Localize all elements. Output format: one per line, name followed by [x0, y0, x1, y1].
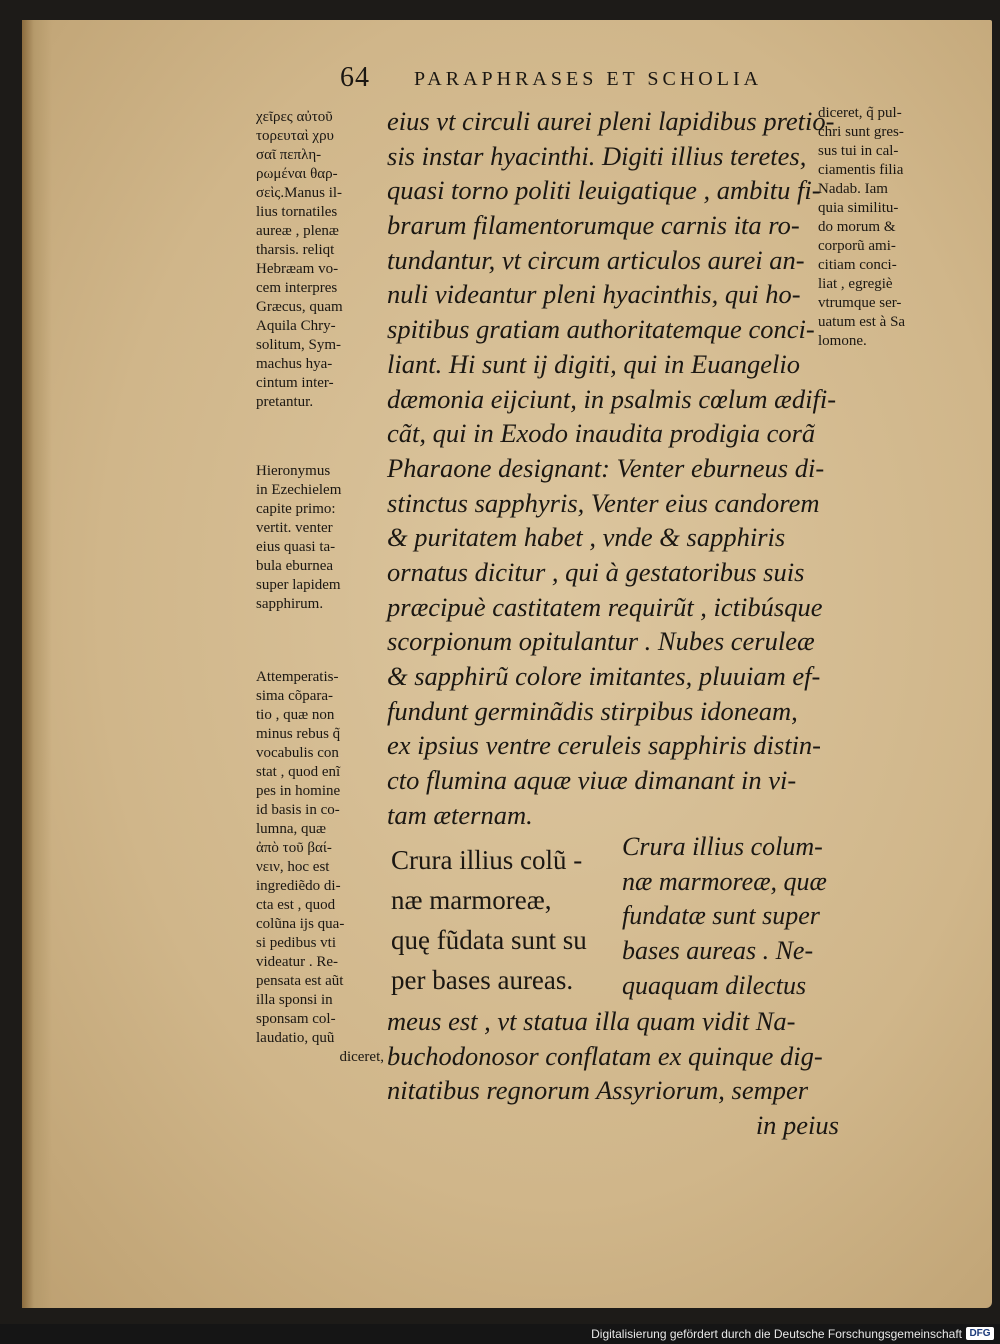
text-line: cãt, qui in Exodo inaudita prodigia corã	[387, 418, 816, 449]
lemma-line: per bases aureas.	[391, 965, 574, 995]
margin-line: aureæ , plenæ	[256, 223, 339, 239]
margin-note-right	[818, 104, 958, 351]
margin-line: liat , egregiè	[818, 276, 893, 292]
margin-line: τορευταὶ χρυ	[256, 128, 334, 144]
margin-line: χεῖρες αὐτοῦ	[256, 109, 333, 125]
text-line: bases aureas . Ne-	[622, 936, 814, 966]
text-line: tundantur, vt circum articulos aurei an-	[387, 244, 805, 275]
margin-line: Hieronymus	[256, 463, 331, 479]
margin-line: super lapidem	[256, 577, 341, 593]
margin-line: stat , quod enĩ	[256, 764, 341, 780]
margin-line: cem interpres	[256, 280, 338, 296]
margin-line: ρωμέναι θαρ-	[256, 166, 338, 182]
text-line: nitatibus regnorum Assyriorum, semper	[387, 1075, 809, 1106]
margin-line: minus rebus q̃	[256, 726, 341, 742]
margin-line: ciamentis filia	[818, 162, 904, 178]
text-line: fundatæ sunt super	[622, 901, 820, 931]
margin-line: uatum est à Sa	[818, 314, 906, 330]
margin-line: citiam conci-	[818, 257, 897, 273]
digitization-footer	[0, 1324, 1000, 1344]
margin-line: eius quasi ta-	[256, 539, 336, 555]
text-line: eius vt circuli aurei pleni lapidibus pretio-	[387, 106, 835, 136]
lemma-line: næ marmoreæ,	[391, 885, 552, 915]
margin-line: machus hya-	[256, 356, 333, 372]
margin-line: lomone.	[818, 333, 867, 349]
page-number: 64	[340, 62, 370, 93]
margin-line: sus tui in cal-	[818, 143, 899, 159]
text-line: fundunt germinãdis stirpibus idoneam,	[387, 695, 798, 726]
margin-note-hieronymus	[256, 462, 384, 614]
margin-line: σαῖ πεπλη-	[256, 147, 322, 163]
text-line: stinctus sapphyris, Venter eius candorem	[387, 487, 820, 518]
main-text-block	[387, 104, 839, 832]
dfg-logo-icon: DFG	[966, 1327, 994, 1340]
margin-line: diceret,	[339, 1049, 384, 1065]
lemma-line: Crura illius colũ -	[391, 845, 583, 875]
margin-line: σεὶς.Manus il-	[256, 185, 343, 201]
margin-line: solitum, Sym-	[256, 337, 342, 353]
margin-line: laudatio, quũ	[256, 1030, 335, 1046]
margin-line: si pedibus vti	[256, 935, 337, 951]
margin-line: vocabulis con	[256, 745, 339, 761]
margin-line: tharsis. reliqt	[256, 242, 335, 258]
text-line: cto flumina aquæ viuæ dimanant in vi-	[387, 765, 797, 796]
text-line: Pharaone designant: Venter eburneus di-	[387, 452, 825, 483]
margin-line: Græcus, quam	[256, 299, 343, 315]
margin-line: id basis in co-	[256, 802, 340, 818]
margin-line: Nadab. Iam	[818, 181, 888, 197]
lemma-line: quę fũdata sunt su	[391, 925, 587, 955]
margin-line: sponsam col-	[256, 1011, 336, 1027]
text-line: buchodonosor conflatam ex quinque dig-	[387, 1040, 823, 1071]
text-line: nuli videantur pleni hyacinthis, qui ho-	[387, 279, 801, 310]
text-line: sis instar hyacinthi. Digiti illius teretes,	[387, 140, 807, 171]
margin-line: in Ezechielem	[256, 482, 342, 498]
lemma-heading	[391, 840, 615, 1000]
text-line: tam æternam.	[387, 799, 533, 830]
text-line: dæmonia eijciunt, in psalmis cœlum ædifi-	[387, 383, 837, 414]
margin-line: ingrediẽdo di-	[256, 878, 341, 894]
main-text-continuation	[387, 1004, 839, 1143]
margin-line: cintum inter-	[256, 375, 334, 391]
footer-credit: Digitalisierung gefördert durch die Deutsche Forschungsgemeinschaft	[591, 1327, 962, 1341]
margin-line: Attemperatis-	[256, 669, 339, 685]
margin-line: corporũ ami-	[818, 238, 896, 254]
lemma-paraphrase	[622, 830, 842, 1003]
margin-line: vtrumque ser-	[818, 295, 902, 311]
margin-line: sapphirum.	[256, 596, 324, 612]
running-head: PARAPHRASES ET SCHOLIA	[414, 68, 763, 90]
margin-line: chri sunt gres-	[818, 124, 904, 140]
margin-line: illa sponsi in	[256, 992, 333, 1008]
margin-line: colũna ijs qua-	[256, 916, 345, 932]
margin-line: capite primo:	[256, 501, 336, 517]
margin-line: νειν, hoc est	[256, 859, 330, 875]
text-line: ex ipsius ventre ceruleis sapphiris distin-	[387, 730, 822, 761]
margin-line: do morum &	[818, 219, 896, 235]
text-line: liant. Hi sunt ij digiti, qui in Euangelio	[387, 348, 800, 379]
margin-line: diceret, q̃ pul-	[818, 105, 902, 121]
margin-line: pes in homine	[256, 783, 341, 799]
margin-line: cta est , quod	[256, 897, 336, 913]
text-line: spitibus gratiam authoritatemque conci-	[387, 314, 815, 345]
text-line: quaquam dilectus	[622, 970, 807, 1000]
margin-line: bula eburnea	[256, 558, 334, 574]
margin-line: ἀπὸ τοῦ βαί-	[256, 840, 332, 856]
margin-note-greek-hebrew	[256, 108, 384, 412]
text-line: Crura illius colum-	[622, 832, 823, 861]
page-header	[340, 62, 840, 102]
catchword: in peius	[755, 1110, 839, 1141]
text-line: brarum filamentorumque carnis ita ro-	[387, 210, 800, 241]
margin-line: lumna, quæ	[256, 821, 326, 837]
margin-line: quia similitu-	[818, 200, 899, 216]
text-line: meus est , vt statua illa quam vidit Na-	[387, 1006, 796, 1036]
text-line: & sapphirũ colore imitantes, pluuiam ef-	[387, 661, 821, 691]
margin-line: tio , quæ non	[256, 707, 335, 723]
margin-line: Aquila Chry-	[256, 318, 336, 334]
margin-line: lius tornatiles	[256, 204, 338, 220]
text-line: & puritatem habet , vnde & sapphiris	[387, 522, 786, 553]
margin-line: Hebræam vo-	[256, 261, 339, 277]
text-line: præcipuè castitatem requirũt , ictibúsque	[387, 591, 823, 622]
margin-note-comparatio	[256, 668, 384, 1067]
text-line: quasi torno politi leuigatique , ambitu fi-	[387, 175, 821, 206]
margin-line: vertit. venter	[256, 520, 333, 536]
text-line: næ marmoreæ, quæ	[622, 866, 827, 896]
text-line: ornatus dicitur , qui à gestatoribus suis	[387, 556, 805, 587]
margin-line: pensata est aũt	[256, 973, 344, 989]
text-line: scorpionum opitulantur . Nubes ceruleæ	[387, 626, 815, 657]
margin-line: sima cõpara-	[256, 688, 334, 704]
margin-line: pretantur.	[256, 394, 314, 410]
page-gutter-shadow	[22, 20, 52, 1308]
margin-line: videatur . Re-	[256, 954, 339, 970]
